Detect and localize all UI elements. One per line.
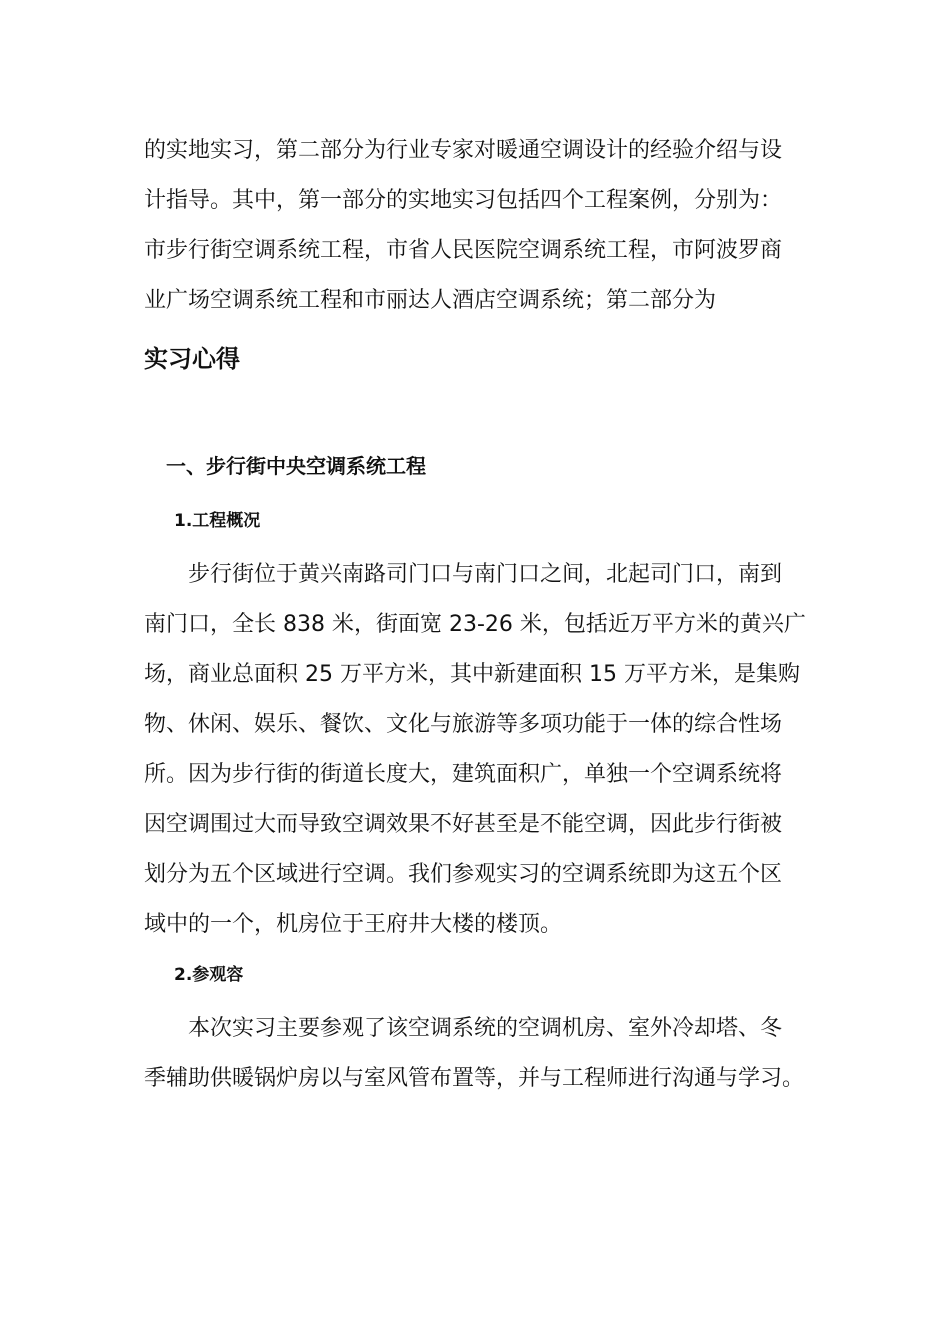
heading-main: 实习心得 — [144, 345, 240, 373]
visit-line-2: 季辅助供暖锅炉房以与室风管布置等，并与工程师进行沟通与学习。 — [144, 1066, 805, 1091]
overview-line-1: 步行街位于黄兴南路司门口与南门口之间，北起司门口，南到 — [188, 562, 783, 587]
subsection-2-title: 2.参观容 — [174, 965, 244, 985]
subsection-1-title: 1.工程概况 — [174, 511, 261, 531]
overview-line-6: 因空调围过大而导致空调效果不好甚至是不能空调，因此步行街被 — [144, 812, 783, 837]
overview-line-7: 划分为五个区域进行空调。我们参观实习的空调系统即为这五个区 — [144, 862, 783, 887]
overview-line-3: 场，商业总面积 25 万平方米，其中新建面积 15 万平方米，是集购 — [144, 662, 800, 687]
overview-line-2: 南门口，全长 838 米，街面宽 23-26 米，包括近万平方米的黄兴广 — [144, 612, 806, 637]
overview-line-8: 域中的一个，机房位于王府井大楼的楼顶。 — [144, 912, 563, 937]
overview-line-5: 所。因为步行街的街道长度大，建筑面积广，单独一个空调系统将 — [144, 762, 783, 787]
section-1-title: 一、步行街中央空调系统工程 — [166, 454, 426, 478]
overview-line-4: 物、休闲、娱乐、餐饮、文化与旅游等多项功能于一体的综合性场 — [144, 712, 783, 737]
intro-line-2: 计指导。其中，第一部分的实地实习包括四个工程案例，分别为： — [144, 188, 783, 213]
intro-line-1: 的实地实习，第二部分为行业专家对暖通空调设计的经验介绍与设 — [144, 138, 783, 163]
intro-line-3: 市步行街空调系统工程，市省人民医院空调系统工程，市阿波罗商 — [144, 238, 783, 263]
visit-line-1: 本次实习主要参观了该空调系统的空调机房、室外冷却塔、冬 — [188, 1016, 783, 1041]
intro-line-4: 业广场空调系统工程和市丽达人酒店空调系统；第二部分为 — [144, 288, 717, 313]
